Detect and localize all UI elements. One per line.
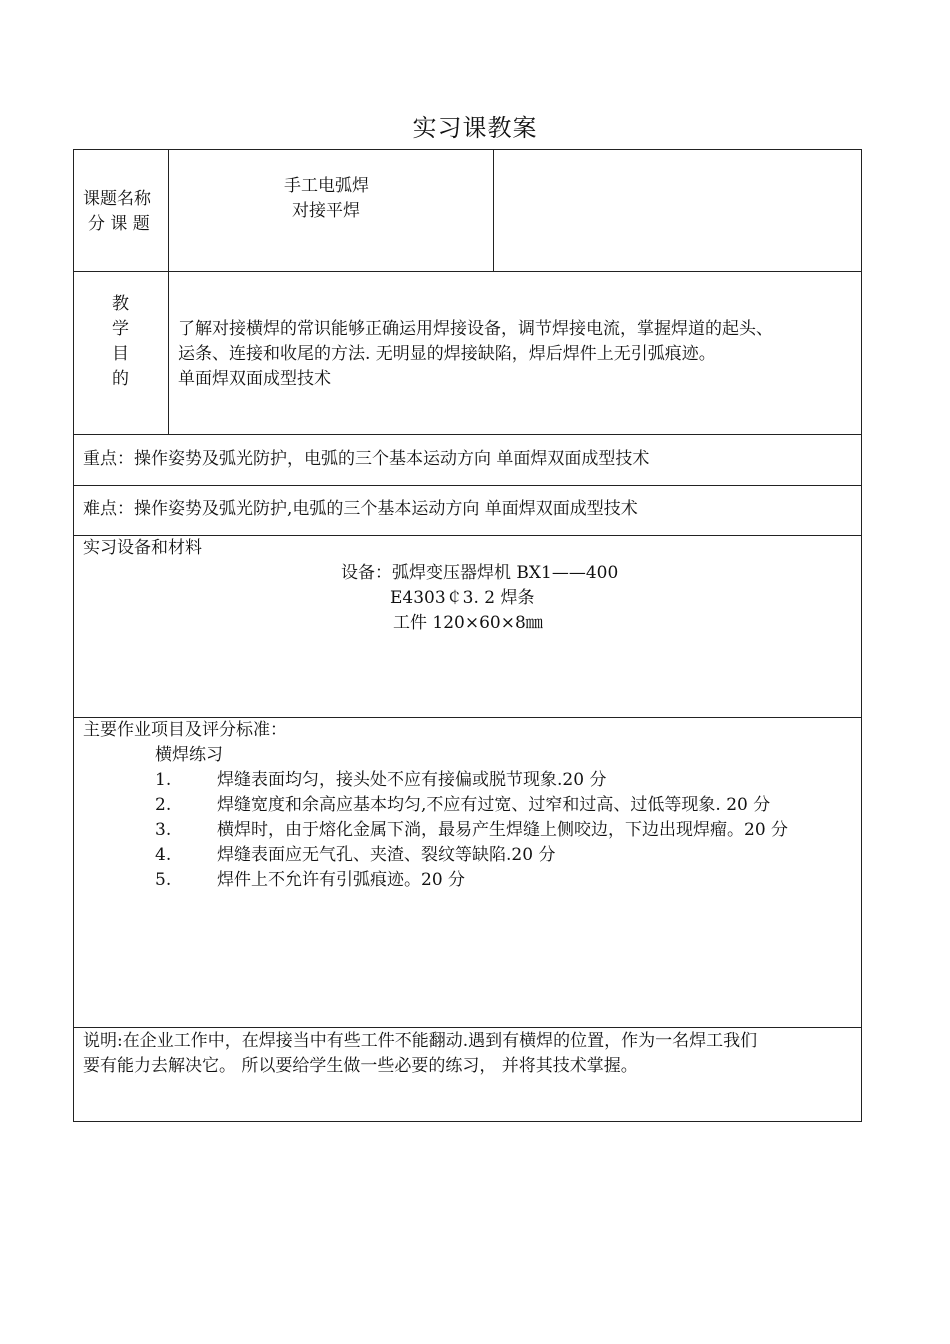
equipment-line: 工件 120×60×8㎜ [393, 613, 543, 633]
notes-line: 说明:在企业工作中，在焊接当中有些工件不能翻动.遇到有横焊的位置，作为一名焊工我们 [83, 1031, 758, 1051]
task-item-text: 焊缝表面应无气孔、夹渣、裂纹等缺陷.20 分 [217, 845, 556, 865]
objective-label-char: 目 [112, 344, 129, 364]
page-title: 实习课教案 [412, 114, 538, 142]
task-item-text: 横焊时，由于熔化金属下淌，最易产生焊缝上侧咬边，下边出现焊瘤。20 分 [217, 820, 789, 840]
equipment-heading: 实习设备和材料 [83, 538, 202, 558]
topic-value-line2: 对接平焊 [292, 201, 360, 221]
equipment-line: E4303￠3. 2 焊条 [390, 588, 535, 608]
row-divider-keypoints [74, 485, 861, 486]
notes-line: 要有能力去解决它。 所以要给学生做一些必要的练习， 并将其技术掌握。 [83, 1056, 638, 1076]
topic-value-line1: 手工电弧焊 [284, 176, 369, 196]
objective-label-char: 的 [112, 369, 129, 389]
equipment-line: 设备：弧焊变压器焊机 BX1——400 [341, 563, 619, 583]
topic-label-line1: 课题名称 [83, 189, 151, 209]
key-points: 重点：操作姿势及弧光防护，电弧的三个基本运动方向 单面焊双面成型技术 [83, 449, 650, 469]
row-divider-tasks [74, 1027, 861, 1028]
objective-label-char: 学 [112, 319, 129, 339]
topic-label-line2: 分 课 题 [88, 214, 150, 234]
lesson-plan-table [73, 149, 862, 1122]
row-divider-topic [74, 271, 861, 272]
difficult-points: 难点：操作姿势及弧光防护,电弧的三个基本运动方向 单面焊双面成型技术 [83, 499, 638, 519]
label-column-divider [168, 150, 169, 434]
tasks-heading: 主要作业项目及评分标准： [83, 720, 287, 740]
task-item-number: 3. [155, 820, 172, 840]
task-item-number: 5. [155, 870, 172, 890]
task-item-text: 焊件上不允许有引弧痕迹。20 分 [217, 870, 466, 890]
objective-label-char: 教 [112, 294, 129, 314]
topic-value-divider [493, 150, 494, 272]
task-item-number: 4. [155, 845, 172, 865]
task-item-number: 1. [155, 770, 172, 790]
objective-text-line: 了解对接横焊的常识能够正确运用焊接设备，调节焊接电流，掌握焊道的起头、 [178, 319, 773, 339]
objective-text-line: 单面焊双面成型技术 [178, 369, 331, 389]
task-item-text: 焊缝表面均匀，接头处不应有接偏或脱节现象.20 分 [217, 770, 607, 790]
tasks-subheading: 横焊练习 [155, 745, 223, 765]
task-item-text: 焊缝宽度和余高应基本均匀,不应有过宽、过窄和过高、过低等现象. 20 分 [217, 795, 771, 815]
row-divider-objective [74, 434, 861, 435]
objective-text-line: 运条、连接和收尾的方法. 无明显的焊接缺陷，焊后焊件上无引弧痕迹。 [178, 344, 716, 364]
task-item-number: 2. [155, 795, 172, 815]
